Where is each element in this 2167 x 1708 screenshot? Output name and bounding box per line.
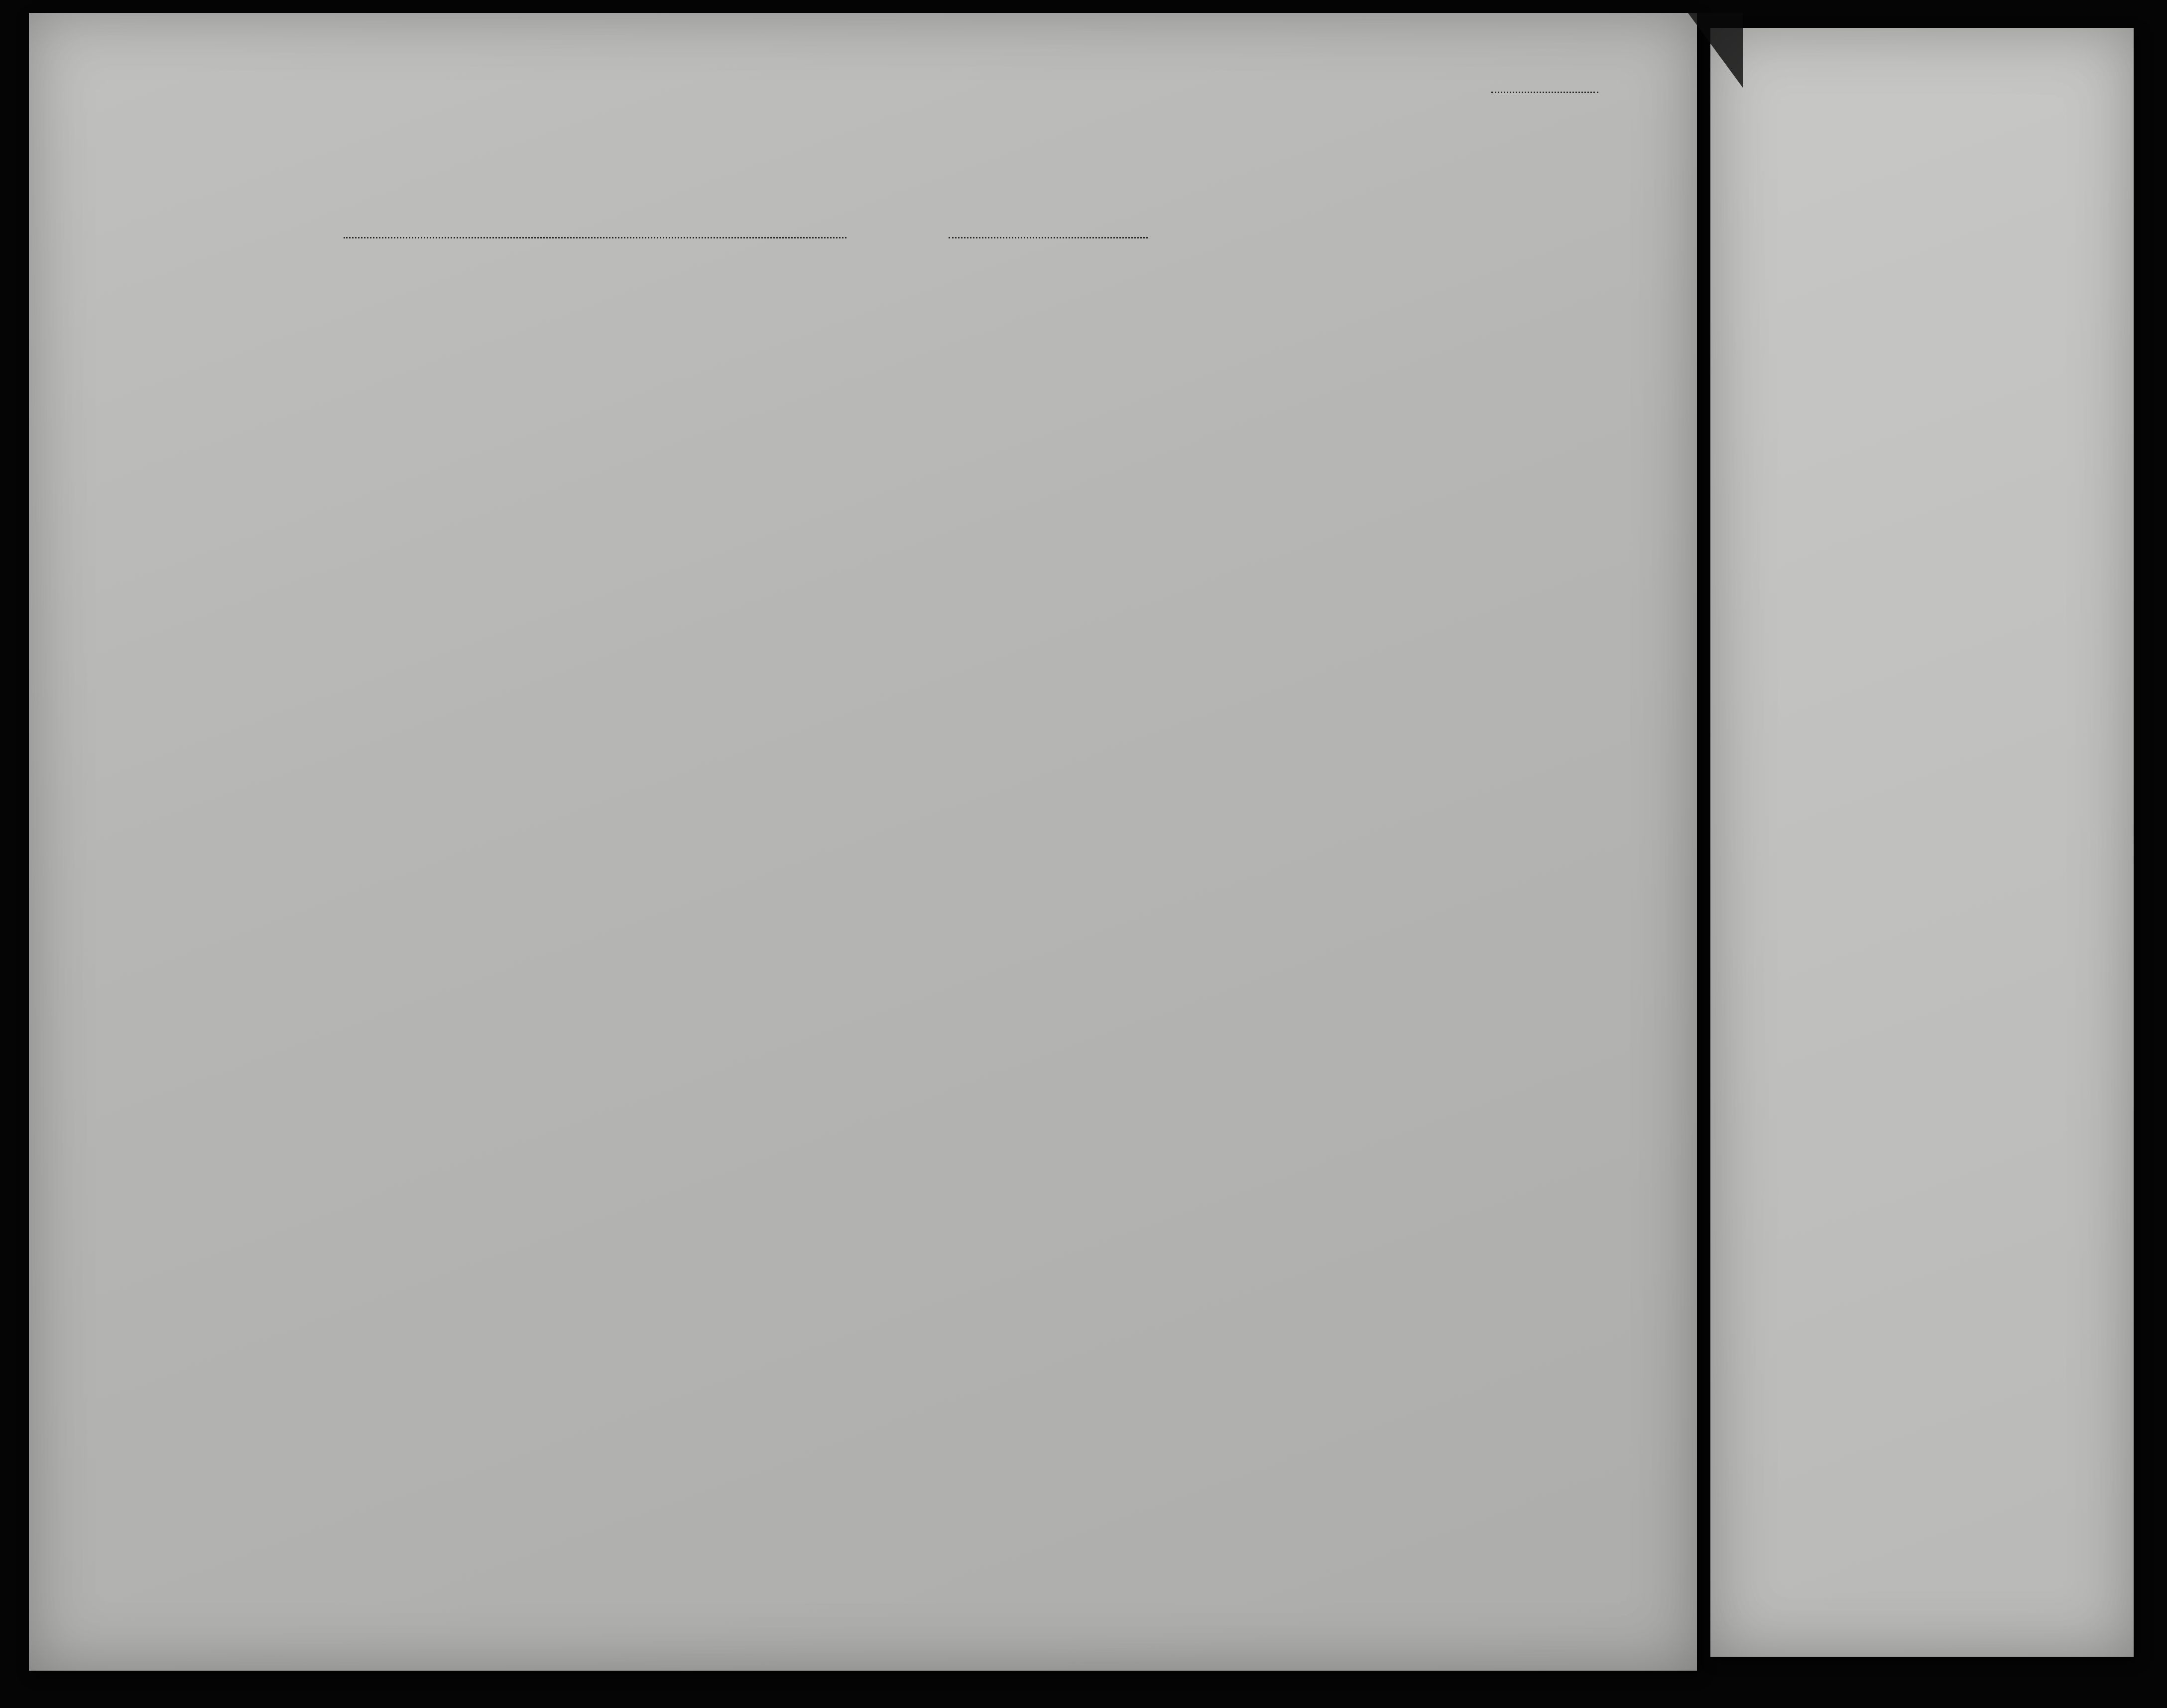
- list-underline: [1491, 69, 1598, 93]
- right-overlay-sheet: [1710, 28, 2134, 1657]
- date-underline: [949, 215, 1148, 238]
- main-sheet: [29, 13, 1697, 1671]
- port-underline: [344, 215, 846, 238]
